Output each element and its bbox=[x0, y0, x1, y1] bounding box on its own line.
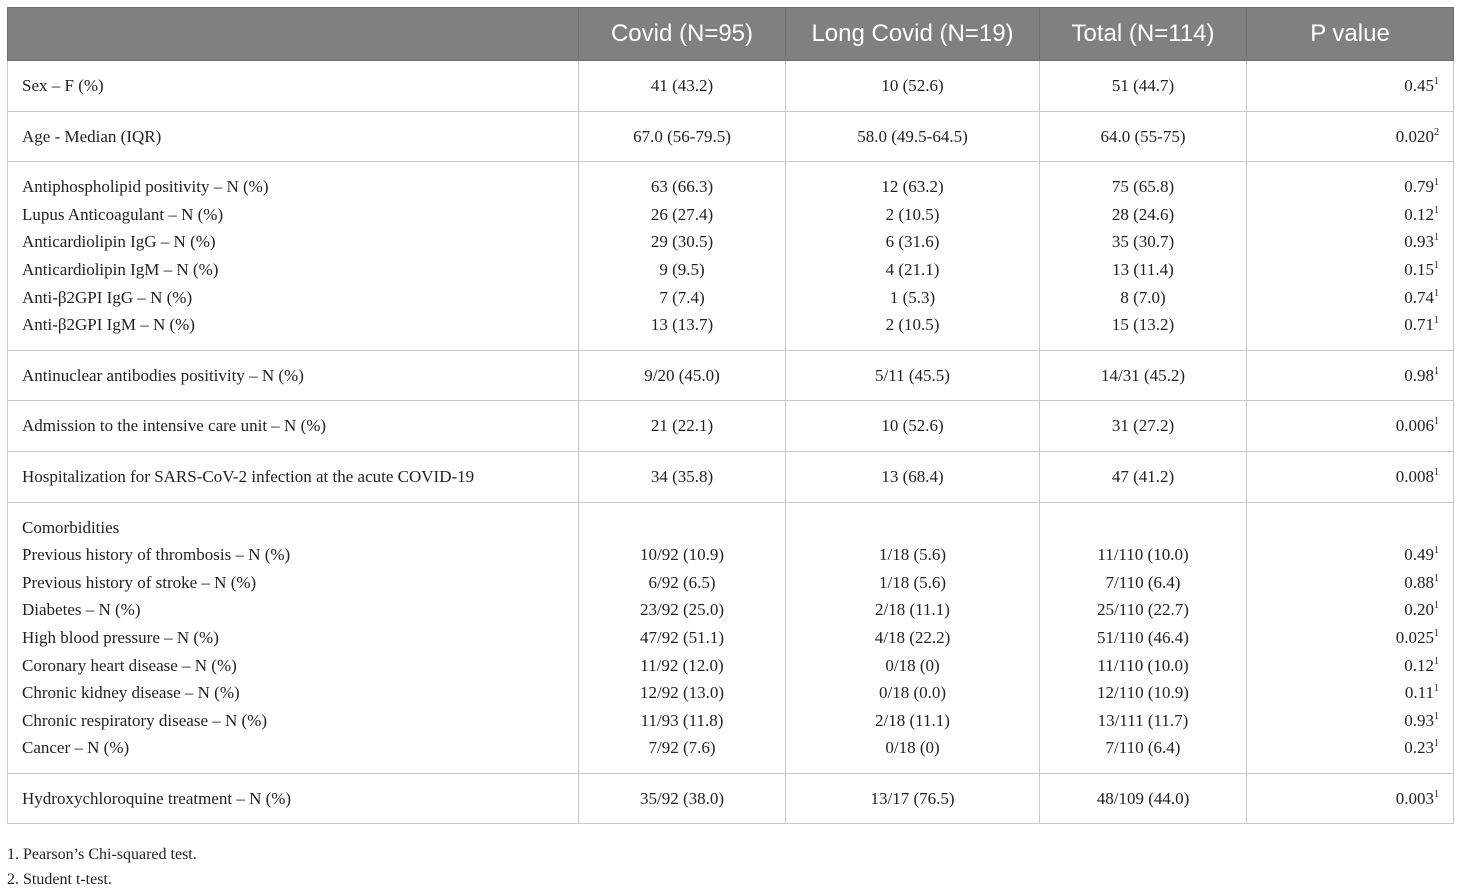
total-value-cell bbox=[1040, 451, 1247, 502]
covid-value-cell bbox=[579, 502, 786, 773]
covid-value: 29 (30.5) bbox=[650, 232, 714, 252]
p-value-text: 0.45 bbox=[1404, 76, 1434, 95]
long-covid-value-cell bbox=[786, 350, 1040, 401]
row-label: Chronic kidney disease – N (%) bbox=[22, 683, 240, 703]
total-value: 14/31 (45.2) bbox=[1100, 365, 1186, 385]
header-long-covid: Long Covid (N=19) bbox=[786, 8, 1040, 61]
total-value: 51 (44.7) bbox=[1111, 76, 1175, 95]
long-covid-value: 6 (31.6) bbox=[885, 232, 940, 252]
footnote-marker: 1 bbox=[1434, 572, 1439, 584]
long-covid-value-cell bbox=[786, 773, 1040, 824]
p-value-text: 0.93 bbox=[1404, 710, 1434, 730]
p-value bbox=[1261, 652, 1439, 680]
p-value bbox=[1261, 541, 1439, 569]
row-label: Anti-β2GPI IgM – N (%) bbox=[22, 315, 195, 335]
p-value bbox=[1261, 201, 1439, 229]
total-value: 7/110 (6.4) bbox=[1105, 572, 1181, 592]
total-value-cell bbox=[1040, 111, 1247, 162]
p-value-cell bbox=[1247, 61, 1454, 112]
total-value: 25/110 (22.7) bbox=[1097, 600, 1189, 620]
covid-value-cell bbox=[579, 451, 786, 502]
table-row-group bbox=[8, 451, 1454, 502]
covid-value-cell bbox=[579, 162, 786, 351]
p-value-text: 0.88 bbox=[1404, 572, 1434, 592]
covid-value: 13 (13.7) bbox=[650, 315, 714, 335]
long-covid-value: 5/11 (45.5) bbox=[875, 365, 950, 385]
header-p-value: P value bbox=[1247, 8, 1454, 61]
long-covid-value: 2 (10.5) bbox=[885, 315, 940, 335]
covid-value: 47/92 (51.1) bbox=[639, 627, 725, 647]
table-row-group bbox=[8, 773, 1454, 824]
footnote-marker: 1 bbox=[1434, 545, 1439, 557]
p-value bbox=[1261, 311, 1439, 339]
p-value-cell bbox=[1247, 350, 1454, 401]
row-label: Lupus Anticoagulant – N (%) bbox=[22, 204, 224, 224]
total-value-cell bbox=[1040, 773, 1247, 824]
covid-value: 26 (27.4) bbox=[650, 204, 714, 224]
total-value-cell bbox=[1040, 502, 1247, 773]
footnote-marker: 1 bbox=[1434, 365, 1439, 377]
long-covid-value: 12 (63.2) bbox=[881, 177, 944, 197]
long-covid-value-cell bbox=[786, 451, 1040, 502]
long-covid-value: 1/18 (5.6) bbox=[878, 572, 947, 592]
p-value bbox=[1261, 679, 1439, 707]
long-covid-value: 10 (52.6) bbox=[881, 416, 944, 436]
covid-value-cell bbox=[579, 350, 786, 401]
row-label: Admission to the intensive care unit – N (%) bbox=[22, 416, 327, 436]
total-value: 35 (30.7) bbox=[1111, 232, 1175, 252]
covid-value-cell bbox=[579, 401, 786, 452]
total-value: 48/109 (44.0) bbox=[1096, 788, 1190, 808]
total-value-cell bbox=[1040, 401, 1247, 452]
p-value-text: 0.49 bbox=[1404, 545, 1434, 565]
row-label: Cancer – N (%) bbox=[22, 738, 130, 758]
footnote-marker: 1 bbox=[1434, 627, 1439, 639]
results-table bbox=[7, 7, 1454, 824]
covid-value: 35/92 (38.0) bbox=[639, 788, 725, 808]
total-value: 47 (41.2) bbox=[1111, 466, 1175, 486]
spacer bbox=[1054, 514, 1232, 542]
covid-value: 10/92 (10.9) bbox=[639, 545, 725, 565]
p-value bbox=[1261, 256, 1439, 284]
footnote-marker: 1 bbox=[1434, 710, 1439, 722]
footnotes bbox=[7, 842, 197, 892]
row-label: Antinuclear antibodies positivity – N (%) bbox=[22, 365, 304, 385]
row-label: Sex – F (%) bbox=[22, 76, 104, 95]
row-label: Age - Median (IQR) bbox=[22, 126, 162, 146]
total-value: 13/111 (11.7) bbox=[1097, 710, 1189, 730]
total-value: 28 (24.6) bbox=[1111, 204, 1175, 224]
row-label: Previous history of thrombosis – N (%) bbox=[22, 545, 291, 565]
covid-value: 7 (7.4) bbox=[659, 287, 705, 307]
row-label: High blood pressure – N (%) bbox=[22, 627, 219, 647]
p-value-text: 0.23 bbox=[1404, 738, 1434, 758]
header-row bbox=[8, 8, 1454, 61]
long-covid-value: 1/18 (5.6) bbox=[878, 545, 947, 565]
spacer bbox=[593, 514, 771, 542]
long-covid-value-cell bbox=[786, 61, 1040, 112]
footnote-marker: 1 bbox=[1434, 600, 1439, 612]
p-value bbox=[1261, 463, 1439, 491]
covid-value: 12/92 (13.0) bbox=[639, 683, 725, 703]
p-value bbox=[1261, 785, 1439, 813]
row-label: Antiphospholipid positivity – N (%) bbox=[22, 177, 269, 197]
footnote-marker: 2 bbox=[1434, 126, 1439, 138]
p-value bbox=[1261, 362, 1439, 390]
total-value-cell bbox=[1040, 162, 1247, 351]
p-value bbox=[1261, 123, 1439, 151]
group-heading: Comorbidities bbox=[22, 517, 120, 537]
footnote-marker: 1 bbox=[1434, 683, 1439, 695]
spacer bbox=[800, 514, 1025, 542]
p-value-text: 0.11 bbox=[1404, 683, 1434, 703]
covid-value: 9 (9.5) bbox=[659, 259, 705, 279]
long-covid-value: 10 (52.6) bbox=[881, 76, 944, 95]
footnote-marker: 1 bbox=[1434, 287, 1439, 299]
spacer bbox=[1261, 514, 1439, 542]
row-label: Hospitalization for SARS-CoV-2 infection at the acute COVID-19 bbox=[22, 466, 475, 486]
covid-value: 11/92 (12.0) bbox=[640, 655, 724, 675]
row-label-cell bbox=[8, 61, 579, 112]
p-value bbox=[1261, 228, 1439, 256]
table-row-group bbox=[8, 350, 1454, 401]
total-value: 8 (7.0) bbox=[1120, 287, 1166, 307]
row-label-cell bbox=[8, 502, 579, 773]
p-value-text: 0.71 bbox=[1404, 315, 1434, 335]
p-value-text: 0.15 bbox=[1404, 259, 1434, 279]
long-covid-value: 4/18 (22.2) bbox=[874, 627, 951, 647]
covid-value: 63 (66.3) bbox=[650, 177, 714, 197]
row-label: Anticardiolipin IgG – N (%) bbox=[22, 232, 216, 252]
table-row-group bbox=[8, 61, 1454, 112]
covid-value-cell bbox=[579, 773, 786, 824]
table-row-group bbox=[8, 401, 1454, 452]
covid-value: 23/92 (25.0) bbox=[639, 600, 725, 620]
footnote-marker: 1 bbox=[1434, 259, 1439, 271]
table-header bbox=[8, 8, 1454, 61]
long-covid-value: 2 (10.5) bbox=[885, 204, 940, 224]
p-value bbox=[1261, 707, 1439, 735]
footnote-marker: 1 bbox=[1434, 177, 1439, 189]
row-label: Anti-β2GPI IgG – N (%) bbox=[22, 287, 193, 307]
p-value bbox=[1261, 596, 1439, 624]
row-label-cell bbox=[8, 350, 579, 401]
total-value-cell bbox=[1040, 350, 1247, 401]
covid-value: 41 (43.2) bbox=[650, 76, 714, 95]
p-value bbox=[1261, 569, 1439, 597]
row-label-cell bbox=[8, 401, 579, 452]
long-covid-value-cell bbox=[786, 401, 1040, 452]
p-value-text: 0.006 bbox=[1395, 416, 1434, 436]
long-covid-value-cell bbox=[786, 502, 1040, 773]
long-covid-value: 58.0 (49.5-64.5) bbox=[857, 126, 968, 146]
p-value-text: 0.025 bbox=[1395, 627, 1434, 647]
long-covid-value: 0/18 (0) bbox=[885, 655, 940, 675]
covid-value: 34 (35.8) bbox=[650, 466, 714, 486]
long-covid-value: 1 (5.3) bbox=[889, 287, 936, 307]
table-row-group bbox=[8, 111, 1454, 162]
long-covid-value: 13/17 (76.5) bbox=[870, 788, 955, 808]
p-value-text: 0.74 bbox=[1404, 287, 1434, 307]
p-value bbox=[1261, 284, 1439, 312]
total-value: 51/110 (46.4) bbox=[1097, 627, 1189, 647]
total-value: 7/110 (6.4) bbox=[1105, 738, 1181, 758]
p-value-cell bbox=[1247, 111, 1454, 162]
row-label: Previous history of stroke – N (%) bbox=[22, 572, 257, 592]
header-empty bbox=[8, 8, 579, 61]
p-value-cell bbox=[1247, 162, 1454, 351]
total-value: 11/110 (10.0) bbox=[1097, 545, 1189, 565]
p-value-text: 0.79 bbox=[1404, 177, 1434, 197]
p-value bbox=[1261, 624, 1439, 652]
footnote-1: 1. Pearson’s Chi-squared test. bbox=[7, 846, 197, 863]
long-covid-value-cell bbox=[786, 162, 1040, 351]
covid-value-cell bbox=[579, 61, 786, 112]
covid-value: 6/92 (6.5) bbox=[648, 572, 716, 592]
total-value: 11/110 (10.0) bbox=[1097, 655, 1189, 675]
long-covid-value: 13 (68.4) bbox=[881, 466, 944, 486]
footnote-2: 2. Student t-test. bbox=[7, 871, 112, 888]
footnote-marker: 1 bbox=[1434, 76, 1439, 87]
row-label: Coronary heart disease – N (%) bbox=[22, 655, 237, 675]
p-value-cell bbox=[1247, 502, 1454, 773]
long-covid-value: 2/18 (11.1) bbox=[875, 710, 950, 730]
footnote-marker: 1 bbox=[1434, 204, 1439, 216]
footnote-marker: 1 bbox=[1434, 416, 1439, 428]
p-value-text: 0.12 bbox=[1404, 204, 1434, 224]
covid-value: 11/93 (11.8) bbox=[640, 710, 724, 730]
p-value-text: 0.12 bbox=[1404, 655, 1434, 675]
long-covid-value-cell bbox=[786, 111, 1040, 162]
p-value bbox=[1261, 412, 1439, 440]
footnote-marker: 1 bbox=[1434, 655, 1439, 667]
row-label-cell bbox=[8, 111, 579, 162]
covid-value: 67.0 (56-79.5) bbox=[633, 126, 731, 146]
footnote-marker: 1 bbox=[1434, 232, 1439, 244]
table-body bbox=[8, 61, 1454, 824]
p-value-text: 0.003 bbox=[1395, 788, 1434, 808]
total-value-cell bbox=[1040, 61, 1247, 112]
p-value-text: 0.20 bbox=[1404, 600, 1434, 620]
total-value: 64.0 (55-75) bbox=[1100, 126, 1186, 146]
p-value-text: 0.020 bbox=[1395, 126, 1434, 146]
p-value bbox=[1261, 734, 1439, 762]
row-label: Diabetes – N (%) bbox=[22, 600, 141, 620]
table-row-group bbox=[8, 162, 1454, 351]
table-row-group bbox=[8, 502, 1454, 773]
total-value: 13 (11.4) bbox=[1112, 259, 1174, 279]
covid-value-cell bbox=[579, 111, 786, 162]
row-label: Chronic respiratory disease – N (%) bbox=[22, 710, 268, 730]
footnote-marker: 1 bbox=[1434, 466, 1439, 478]
row-label: Anticardiolipin IgM – N (%) bbox=[22, 259, 219, 279]
p-value-cell bbox=[1247, 451, 1454, 502]
p-value bbox=[1261, 72, 1439, 100]
long-covid-value: 2/18 (11.1) bbox=[875, 600, 950, 620]
p-value-cell bbox=[1247, 773, 1454, 824]
long-covid-value: 4 (21.1) bbox=[885, 259, 940, 279]
p-value-text: 0.93 bbox=[1404, 232, 1434, 252]
covid-value: 7/92 (7.6) bbox=[648, 738, 716, 758]
total-value: 31 (27.2) bbox=[1111, 416, 1175, 436]
total-value: 75 (65.8) bbox=[1111, 177, 1175, 197]
p-value-text: 0.98 bbox=[1404, 365, 1434, 385]
p-value bbox=[1261, 173, 1439, 201]
long-covid-value: 0/18 (0) bbox=[885, 738, 940, 758]
results-table-container bbox=[7, 7, 1453, 824]
covid-value: 21 (22.1) bbox=[650, 416, 714, 436]
footnote-marker: 1 bbox=[1434, 738, 1439, 750]
p-value-cell bbox=[1247, 401, 1454, 452]
long-covid-value: 0/18 (0.0) bbox=[878, 683, 947, 703]
footnote-marker: 1 bbox=[1434, 315, 1439, 327]
row-label: Hydroxychloroquine treatment – N (%) bbox=[22, 788, 292, 808]
header-total: Total (N=114) bbox=[1040, 8, 1247, 61]
row-label-cell bbox=[8, 162, 579, 351]
p-value-text: 0.008 bbox=[1395, 466, 1434, 486]
footnote-marker: 1 bbox=[1434, 788, 1439, 800]
header-covid: Covid (N=95) bbox=[579, 8, 786, 61]
covid-value: 9/20 (45.0) bbox=[644, 365, 720, 385]
row-label-cell bbox=[8, 773, 579, 824]
row-label-cell bbox=[8, 451, 579, 502]
total-value: 15 (13.2) bbox=[1111, 315, 1175, 335]
total-value: 12/110 (10.9) bbox=[1097, 683, 1189, 703]
